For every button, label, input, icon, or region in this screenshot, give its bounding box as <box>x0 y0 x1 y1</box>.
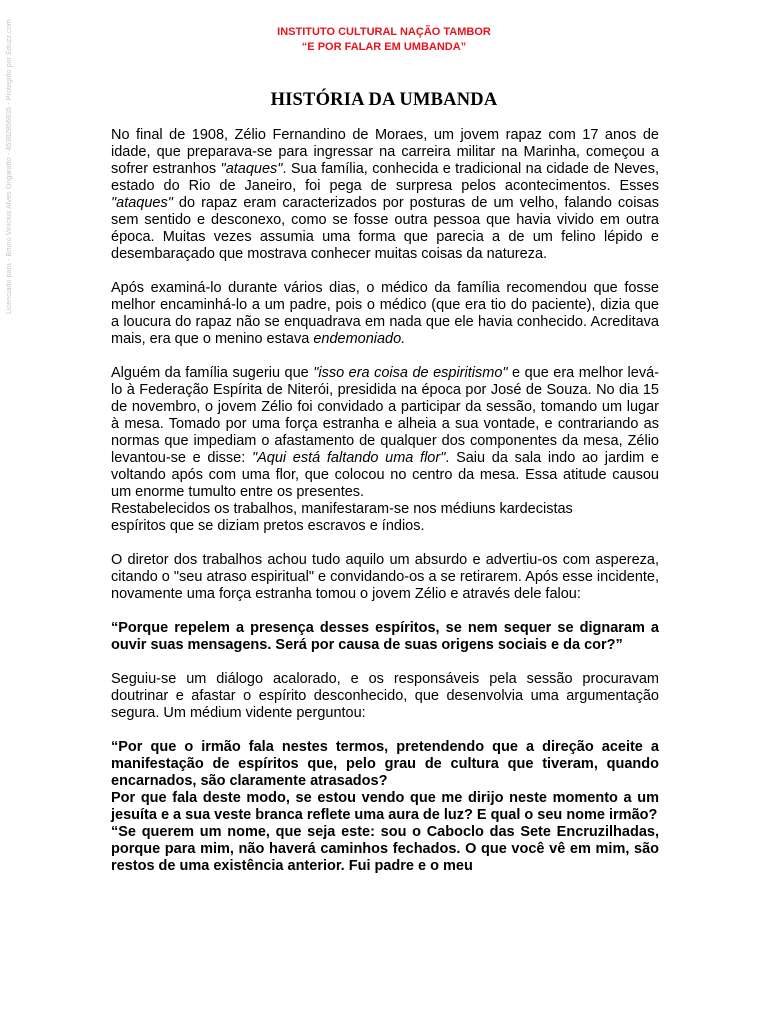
license-watermark: Licenciado para - Bruno Vinicius Alves Ongaratto - 45382856835 - Protegido por Eduzz.com <box>6 19 13 314</box>
p3-segment: . Saiu da sala indo ao jardim e voltando após com uma flor, que colocou no centro da mesa. Essa atitude causou um enorme tumulto entre os presentes. <box>111 450 659 500</box>
institute-name: INSTITUTO CULTURAL NAÇÃO TAMBOR <box>277 26 491 38</box>
paragraph-3 <box>111 365 659 535</box>
quote-spirit-1: “Porque repelem a presença desses espíritos, se nem sequer se dignaram a ouvir suas mensagens. Será por causa de suas origens sociais e da cor?” <box>111 620 659 653</box>
quote-medium-followup: Por que fala deste modo, se estou vendo que me dirijo neste momento a um jesuíta e a sua veste branca reflete uma aura de luz? E qual o seu nome irmão? <box>111 790 659 823</box>
document-body <box>111 127 659 875</box>
document-header <box>0 25 768 55</box>
p1-segment: "ataques" <box>111 195 173 211</box>
paragraph-3-line-b: espíritos que se diziam pretos escravos e índios. <box>111 518 425 534</box>
p3-segment: "isso era coisa de espiritismo" <box>313 365 508 381</box>
publication-tagline: “E POR FALAR EM UMBANDA” <box>301 41 467 53</box>
p3-segment: e que era melhor levá-lo à Federação Espírita de Niterói, presidida na época por José de Souza. No dia 15 de novembro, o jovem Zélio foi convidado a participar da sessão, tomando um lugar à mesa. Tomado por uma força estranha e alheia a sua vontade, e contrariando as normas que impediam o afastamento de qualquer dos componentes da mesa, Zélio levantou-se e disse: <box>111 365 659 466</box>
p1-segment: do rapaz eram caracterizados por posturas de um velho, falando coisas sem sentido e desconexo, como se fosse outra pessoa que havia vivido em outra época. Muitas vezes assumia uma forma que parecia a de um felino lépido e desembaraçado que mostrava conhecer muitas coisas da natureza. <box>111 195 659 262</box>
p2-segment: endemoniado. <box>313 331 406 347</box>
p1-segment: No final de 1908, Zélio Fernandino de Moraes, um jovem rapaz com 17 anos de idade, que preparava-se para ingressar na carreira militar na Marinha, começou a sofrer estranhos <box>111 127 659 177</box>
p3-segment: "Aqui está faltando uma flor" <box>251 450 446 466</box>
p1-segment: "ataques" <box>220 161 283 177</box>
page-title: HISTÓRIA DA UMBANDA <box>270 90 498 110</box>
paragraph-3-main <box>111 365 659 500</box>
paragraph-4: O diretor dos trabalhos achou tudo aquilo um absurdo e advertiu-os com aspereza, citando o "seu atraso espiritual" e convidando-os a se retirarem. Após esse incidente, novamente uma força estranha tomou o jovem Zélio e através dele falou: <box>111 552 659 602</box>
quote-medium-question: “Por que o irmão fala nestes termos, pretendendo que a direção aceite a manifestação de espíritos que, pelo grau de cultura que tiveram, quando encarnados, são claramente atrasados? <box>111 739 659 789</box>
p3-segment: Alguém da família sugeriu que <box>111 365 314 381</box>
paragraph-3-line-a: Restabelecidos os trabalhos, manifestaram-se nos médiuns kardecistas <box>111 501 573 517</box>
paragraph-2 <box>111 280 659 348</box>
p2-segment: Após examiná-lo durante vários dias, o médico da família recomendou que fosse melhor encaminhá-lo a um padre, pois o médico (que era tio do paciente), dizia que a loucura do rapaz não se enquadrava em nada que ele havia conhecido. Acreditava mais, era que o menino estava <box>111 280 659 347</box>
quote-caboclo-answer: “Se querem um nome, que seja este: sou o Caboclo das Sete Encruzilhadas, porque para mim, não haverá caminhos fechados. O que você vê em mim, são restos de uma existência anterior. Fui padre e o meu <box>111 824 659 874</box>
p1-segment: . Sua família, conhecida e tradicional na cidade de Neves, estado do Rio de Janeiro, foi pega de surpresa pelos acontecimentos. Esses <box>111 161 659 194</box>
paragraph-1 <box>111 127 659 263</box>
paragraph-5: Seguiu-se um diálogo acalorado, e os responsáveis pela sessão procuravam doutrinar e afastar o espírito desconhecido, que desenvolvia uma argumentação segura. Um médium vidente perguntou: <box>111 671 659 721</box>
